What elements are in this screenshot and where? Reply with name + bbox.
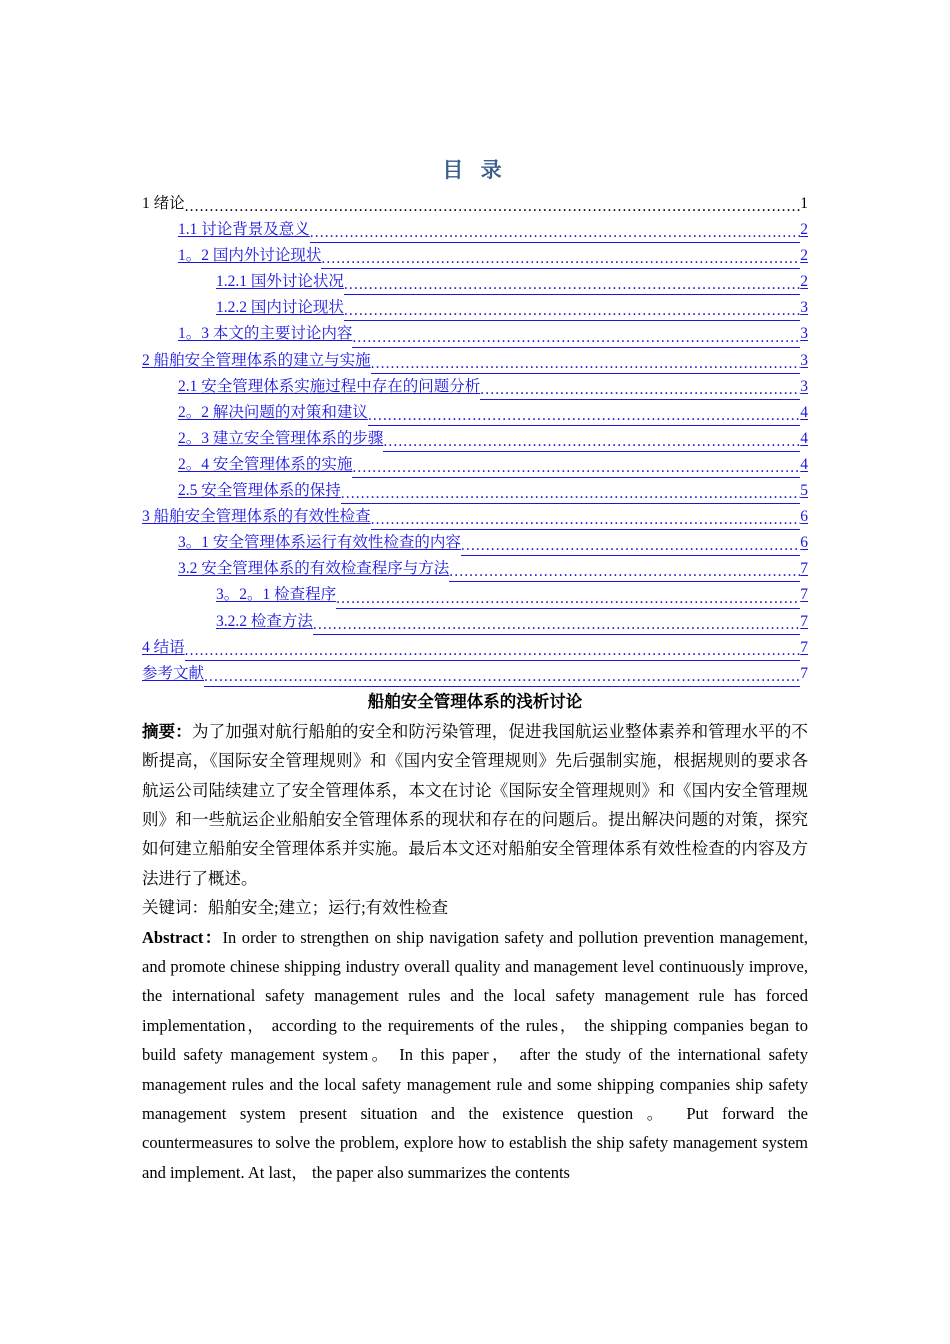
- toc-entry-page-number: 4: [800, 455, 808, 473]
- toc-entry-label: 1 绪论: [142, 195, 185, 212]
- toc-entry-page-number: 6: [800, 534, 808, 552]
- toc-dot-leader: [344, 299, 800, 321]
- toc-entry[interactable]: [142, 321, 808, 347]
- toc-dot-leader: [449, 560, 800, 582]
- toc-entry[interactable]: [142, 400, 808, 426]
- toc-entry[interactable]: [142, 217, 808, 243]
- toc-entry-page-number: 7: [800, 664, 808, 682]
- toc-entry[interactable]: [142, 426, 808, 452]
- toc-dot-leader: [383, 430, 800, 452]
- toc-entry[interactable]: [142, 556, 808, 582]
- toc-entry[interactable]: [142, 609, 808, 635]
- abstract-english-label: Abstract：: [142, 927, 223, 947]
- toc-entry-page-number: 7: [800, 612, 808, 630]
- toc-dot-leader: [321, 247, 800, 269]
- toc-entry[interactable]: [142, 348, 808, 374]
- toc-entry-label: 1.1 讨论背景及意义: [178, 221, 310, 239]
- abstract-english-paragraph: [142, 923, 808, 1188]
- toc-entry-page-number: 6: [800, 508, 808, 526]
- toc-entry-page-number: 3: [800, 299, 808, 317]
- toc-dot-leader: [310, 221, 800, 243]
- toc-dot-leader: [480, 378, 800, 400]
- toc-entry-label: 2 船舶安全管理体系的建立与实施: [142, 351, 371, 369]
- toc-dot-leader: [344, 273, 800, 295]
- toc-entry-label: 2.5 安全管理体系的保持: [178, 482, 341, 500]
- toc-entry-page-number: 2: [800, 221, 808, 239]
- toc-entry-label: 2。2 解决问题的对策和建议: [178, 403, 368, 421]
- toc-entry[interactable]: [142, 374, 808, 400]
- toc-entry-page-number: 7: [800, 638, 808, 656]
- table-of-contents: [142, 191, 808, 687]
- toc-entry[interactable]: [142, 582, 808, 608]
- toc-entry-label: 2.1 安全管理体系实施过程中存在的问题分析: [178, 377, 481, 395]
- toc-entry-page-number: 4: [800, 403, 808, 421]
- toc-dot-leader: [185, 639, 801, 661]
- toc-entry-label: 2。4 安全管理体系的实施: [178, 455, 353, 473]
- toc-entry-label: 2。3 建立安全管理体系的步骤: [178, 429, 384, 447]
- keywords-paragraph: [142, 893, 808, 922]
- toc-entry-label: 3。2。1 检查程序: [216, 586, 337, 604]
- toc-dot-leader: [185, 195, 801, 217]
- toc-dot-leader: [461, 534, 800, 556]
- toc-entry-label: 1.2.2 国内讨论现状: [216, 299, 344, 317]
- toc-entry-page-number: 3: [800, 325, 808, 343]
- keywords-label: 关键词：: [142, 898, 208, 918]
- page-content: [142, 155, 808, 1187]
- toc-entry: [142, 191, 808, 217]
- toc-entry-page-number: 3: [800, 351, 808, 369]
- toc-entry-page-number: 7: [800, 586, 808, 604]
- toc-dot-leader: [313, 613, 800, 635]
- toc-entry-label: 3 船舶安全管理体系的有效性检查: [142, 508, 371, 526]
- toc-dot-leader: [204, 665, 800, 687]
- toc-dot-leader: [341, 482, 800, 504]
- toc-entry-label: 参考文献: [142, 664, 205, 682]
- toc-entry[interactable]: [142, 661, 808, 687]
- toc-entry-page-number: 1: [800, 195, 808, 212]
- keywords-value: 船舶安全;建立；运行;有效性检查: [208, 898, 449, 918]
- abstract-english-text: In order to strengthen on ship navigation safety and pollution prevention management, and promote chinese shipping industry overall quality and management level continuously improve, the international safety management rules and the local safety management rule has forced implementation， according to the requirements of the rules， the shipping companies began to build safety management system。 In this paper， after the study of the international safety management rules and the local safety management rule and some shipping companies ship safety management system present situation and the existence question 。 Put forward the countermeasures to solve the problem, explore how to establish the ship safety management system and implement. At last， the paper also summarizes the contents: [142, 927, 808, 1182]
- toc-dot-leader: [371, 352, 801, 374]
- toc-entry[interactable]: [142, 504, 808, 530]
- toc-entry[interactable]: [142, 269, 808, 295]
- toc-entry-label: 1。2 国内外讨论现状: [178, 247, 322, 265]
- toc-dot-leader: [371, 508, 801, 530]
- toc-entry[interactable]: [142, 635, 808, 661]
- toc-entry-label: 3。1 安全管理体系运行有效性检查的内容: [178, 534, 461, 552]
- toc-entry[interactable]: [142, 530, 808, 556]
- toc-entry-page-number: 7: [800, 560, 808, 578]
- toc-entry[interactable]: [142, 243, 808, 269]
- toc-dot-leader: [336, 587, 800, 609]
- abstract-label: 摘要：: [142, 721, 192, 741]
- toc-entry-page-number: 4: [800, 429, 808, 447]
- abstract-chinese-paragraph: [142, 717, 808, 893]
- toc-entry-page-number: 2: [800, 247, 808, 265]
- toc-entry-label: 4 结语: [142, 638, 185, 656]
- toc-heading: 目 录: [442, 158, 508, 182]
- toc-dot-leader: [352, 456, 800, 478]
- toc-entry[interactable]: [142, 478, 808, 504]
- toc-dot-leader: [368, 404, 800, 426]
- toc-entry[interactable]: [142, 452, 808, 478]
- toc-entry-page-number: 2: [800, 273, 808, 291]
- toc-entry-label: 3.2 安全管理体系的有效检查程序与方法: [178, 560, 450, 578]
- article-title: 船舶安全管理体系的浅析讨论: [367, 691, 583, 711]
- toc-entry[interactable]: [142, 295, 808, 321]
- abstract-chinese-text: 为了加强对航行船舶的安全和防污染管理，促进我国航运业整体素养和管理水平的不断提高，《国际安全管理规则》和《国内安全管理规则》先后强制实施，根据规则的要求各航运公司陆续建立了安全管理体系，本文在讨论《国际安全管理规则》和《国内安全管理规则》和一些航运企业船舶安全管理体系的现状和存在的问题后。提出解决问题的对策，探究如何建立船舶安全管理体系并实施。最后本文还对船舶安全管理体系有效性检查的内容及方法进行了概述。: [142, 721, 809, 888]
- toc-entry-page-number: 3: [800, 377, 808, 395]
- toc-dot-leader: [352, 326, 800, 348]
- toc-entry-label: 3.2.2 检查方法: [216, 612, 313, 630]
- toc-entry-label: 1.2.1 国外讨论状况: [216, 273, 344, 291]
- toc-entry-label: 1。3 本文的主要讨论内容: [178, 325, 353, 343]
- toc-entry-page-number: 5: [800, 482, 808, 500]
